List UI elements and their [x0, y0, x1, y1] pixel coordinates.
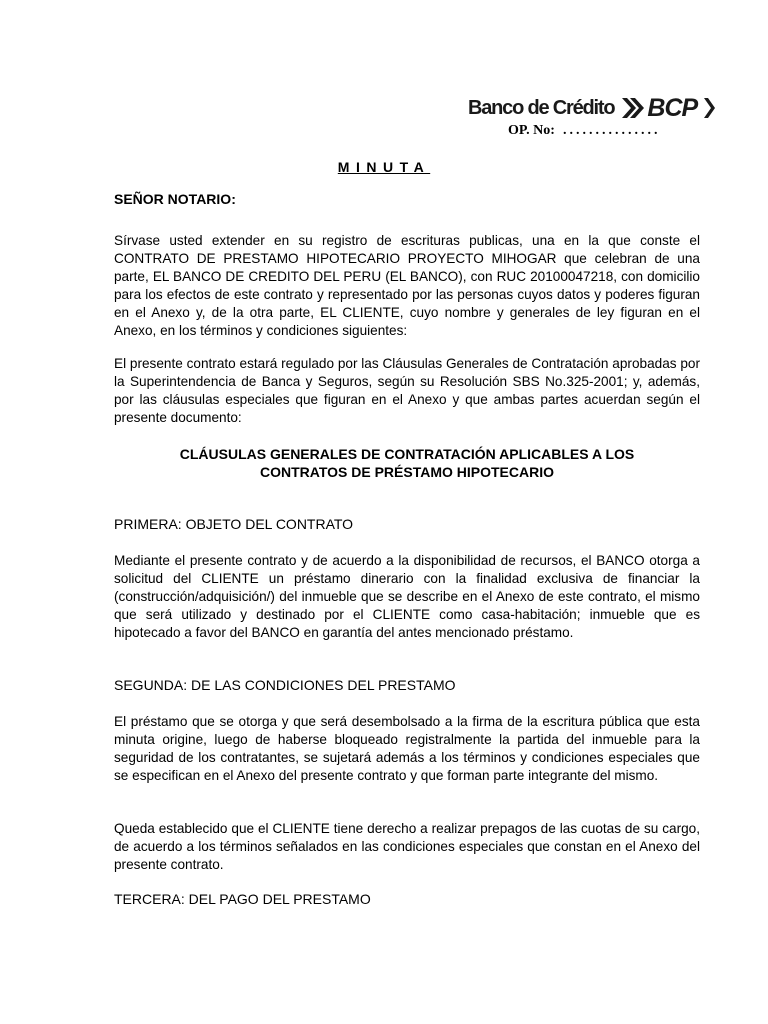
section-heading-second: SEGUNDA: DE LAS CONDICIONES DEL PRESTAMO: [114, 677, 456, 693]
paragraph-intro: Sírvase usted extender en su registro de escrituras publicas, una en la que conste el CONTRATO DE PRESTAMO HIPOTECARIO PROYECTO MIHOGAR que celebran de una parte, EL BANCO DE CREDITO DEL PERU (EL BANCO), con RUC 20100047218, con domicilio para los efectos de este contrato y representado por las personas cuyos datos y poderes figuran en el Anexo y, de la otra parte, EL CLIENTE, cuyo nombre y generales de ley figuran en el Anexo, en los términos y condiciones siguientes:: [114, 233, 700, 339]
document-title: [0, 159, 768, 175]
section-heading-third: TERCERA: DEL PAGO DEL PRESTAMO: [114, 891, 371, 907]
addressee: SEÑOR NOTARIO:: [114, 191, 236, 207]
chevron-arrows-icon: [620, 96, 646, 120]
clauses-heading-line2: CONTRATOS DE PRÉSTAMO HIPOTECARIO: [259, 464, 554, 480]
op-number-blank: ...............: [562, 123, 661, 138]
operation-number: [508, 123, 660, 139]
chevron-right-icon: [703, 96, 715, 120]
paragraph-object: Mediante el presente contrato y de acuerdo a la disponibilidad de recursos, el BANCO otorga a solicitud del CLIENTE un préstamo dinerario con la finalidad exclusiva de financiar la (construcción/adquisición/) del inmueble que se describe en el Anexo de este contrato, el mismo que será utilizado y destinado por el CLIENTE como casa-habitación; inmueble que es hipotecado a favor del BANCO en garantía del antes mencionado préstamo.: [114, 553, 700, 641]
section-heading-first: PRIMERA: OBJETO DEL CONTRATO: [114, 516, 354, 532]
title-text: MINUTA: [337, 159, 431, 175]
brand-acronym: BCP: [647, 93, 698, 122]
bank-name: Banco de Crédito: [468, 96, 615, 119]
bank-logo: [468, 92, 700, 124]
op-number-label: OP. No:: [508, 123, 555, 138]
clauses-heading: [114, 445, 700, 481]
paragraph-regulation: El presente contrato estará regulado por las Cláusulas Generales de Contratación aprobadas por la Superintendencia de Banca y Seguros, según su Resolución SBS No.325-2001; y, además, por las cláusulas especiales que figuran en el Anexo y que ambas partes acuerdan según el presente documento:: [114, 356, 700, 426]
paragraph-conditions: El préstamo que se otorga y que será desembolsado a la firma de la escritura pública que esta minuta origine, luego de haberse bloqueado registralmente la partida del inmueble para la seguridad de los contratantes, se sujetará además a los términos y condiciones especiales que se especifican en el Anexo del presente contrato y que forman parte integrante del mismo.: [114, 714, 700, 784]
clauses-heading-line1: CLÁUSULAS GENERALES DE CONTRATACIÓN APLICABLES A LOS: [179, 446, 635, 462]
paragraph-prepayment: Queda establecido que el CLIENTE tiene derecho a realizar prepagos de las cuotas de su cargo, de acuerdo a los términos señalados en las condiciones especiales que constan en el Anexo del presente contrato.: [114, 821, 700, 873]
